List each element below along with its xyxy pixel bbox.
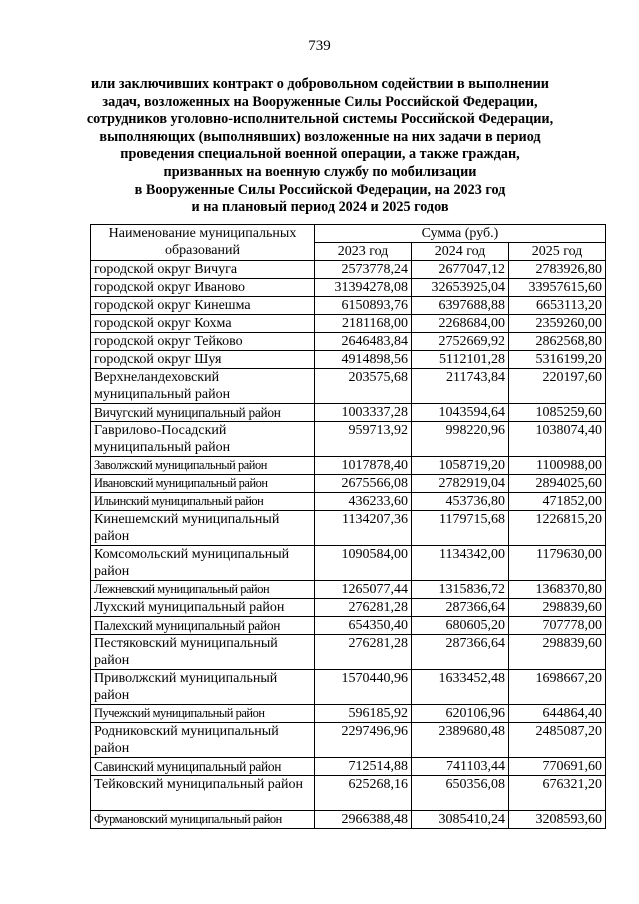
amount-2024-cell: 1315836,72 (412, 581, 509, 599)
municipality-name-cell: Пучежский муниципальный район (91, 705, 315, 723)
amount-2024-cell: 1058719,20 (412, 457, 509, 475)
municipality-name-cell: Пестяковский муниципальный район (91, 635, 315, 670)
municipality-name-cell: Кинешемский муниципальный район (91, 511, 315, 546)
table-row (91, 581, 606, 599)
amount-2025-cell: 471852,00 (509, 493, 606, 511)
table-row (91, 705, 606, 723)
amount-2025-cell: 2862568,80 (509, 333, 606, 351)
amount-2024-cell: 2268684,00 (412, 315, 509, 333)
amount-2023-cell: 276281,28 (315, 599, 412, 617)
municipality-name-cell: Фурмановский муниципальный район (91, 811, 315, 829)
table-row (91, 617, 606, 635)
municipality-name-cell: Ильинский муниципальный район (91, 493, 315, 511)
amount-2025-cell: 1226815,20 (509, 511, 606, 546)
amount-2023-cell: 712514,88 (315, 758, 412, 776)
amount-2025-cell: 33957615,60 (509, 279, 606, 297)
amount-2023-cell: 2181168,00 (315, 315, 412, 333)
table-row (91, 511, 606, 546)
amount-2024-cell: 211743,84 (412, 369, 509, 404)
amount-2025-cell: 2485087,20 (509, 723, 606, 758)
amount-2025-cell: 5316199,20 (509, 351, 606, 369)
table-row (91, 493, 606, 511)
amount-2025-cell: 1368370,80 (509, 581, 606, 599)
table-row (91, 315, 606, 333)
amount-2024-cell: 2752669,92 (412, 333, 509, 351)
table-row (91, 351, 606, 369)
amount-2025-cell: 1038074,40 (509, 422, 606, 457)
amount-2024-cell: 1633452,48 (412, 670, 509, 705)
column-header-2025: 2025 год (509, 243, 606, 261)
table-row (91, 546, 606, 581)
municipality-name-cell: Приволжский муниципальный район (91, 670, 315, 705)
amount-2023-cell: 1090584,00 (315, 546, 412, 581)
amount-2024-cell: 650356,08 (412, 776, 509, 811)
amount-2023-cell: 1570440,96 (315, 670, 412, 705)
municipality-name-cell: городской округ Тейково (91, 333, 315, 351)
amount-2024-cell: 1134342,00 (412, 546, 509, 581)
table-heading (80, 76, 560, 217)
heading-line: сотрудников уголовно-исполнительной системы Российской Федерации, (86, 111, 554, 128)
amount-2023-cell: 959713,92 (315, 422, 412, 457)
table-row (91, 457, 606, 475)
table-row (91, 369, 606, 404)
amount-2023-cell: 2675566,08 (315, 475, 412, 493)
table-row (91, 811, 606, 829)
table-row (91, 404, 606, 422)
column-header-2024: 2024 год (412, 243, 509, 261)
amount-2023-cell: 2966388,48 (315, 811, 412, 829)
heading-line: в Вооруженные Силы Российской Федерации, на 2023 год (134, 181, 506, 198)
amount-2023-cell: 2646483,84 (315, 333, 412, 351)
amount-2024-cell: 741103,44 (412, 758, 509, 776)
table-row (91, 333, 606, 351)
amount-2024-cell: 453736,80 (412, 493, 509, 511)
table-row (91, 279, 606, 297)
municipality-name-cell: Лухский муниципальный район (91, 599, 315, 617)
amount-2023-cell: 2297496,96 (315, 723, 412, 758)
municipality-name-cell: Заволжский муниципальный район (91, 457, 315, 475)
municipality-name-cell: Лежневский муниципальный район (91, 581, 315, 599)
amount-2023-cell: 203575,68 (315, 369, 412, 404)
heading-line: и на плановый период 2024 и 2025 годов (191, 199, 449, 216)
municipality-name-cell: Вичугский муниципальный район (91, 404, 315, 422)
heading-line: выполняющих (выполнявших) возложенные на них задачи в период (99, 128, 541, 145)
amount-2024-cell: 6397688,88 (412, 297, 509, 315)
amount-2024-cell: 2389680,48 (412, 723, 509, 758)
amount-2025-cell: 1698667,20 (509, 670, 606, 705)
municipality-name-cell: городской округ Кохма (91, 315, 315, 333)
amount-2025-cell: 298839,60 (509, 599, 606, 617)
amount-2024-cell: 1179715,68 (412, 511, 509, 546)
amount-2023-cell: 276281,28 (315, 635, 412, 670)
municipality-name-cell: городской округ Вичуга (91, 261, 315, 279)
table-row (91, 776, 606, 811)
table-row (91, 599, 606, 617)
table-row (91, 670, 606, 705)
amount-2024-cell: 287366,64 (412, 599, 509, 617)
amount-2023-cell: 596185,92 (315, 705, 412, 723)
amount-2023-cell: 1017878,40 (315, 457, 412, 475)
amount-2025-cell: 644864,40 (509, 705, 606, 723)
amount-2025-cell: 220197,60 (509, 369, 606, 404)
amount-2025-cell: 1179630,00 (509, 546, 606, 581)
amount-2025-cell: 770691,60 (509, 758, 606, 776)
amount-2024-cell: 680605,20 (412, 617, 509, 635)
municipality-name-cell: Родниковский муниципальный район (91, 723, 315, 758)
amount-2025-cell: 2894025,60 (509, 475, 606, 493)
heading-line: задач, возложенных на Вооруженные Силы Российской Федерации, (102, 93, 538, 110)
heading-line: призванных на военную службу по мобилизации (163, 163, 477, 180)
page-number: 739 (308, 38, 331, 54)
column-header-2023: 2023 год (315, 243, 412, 261)
amount-2024-cell: 2782919,04 (412, 475, 509, 493)
amount-2025-cell: 2783926,80 (509, 261, 606, 279)
table-row (91, 475, 606, 493)
amount-2024-cell: 5112101,28 (412, 351, 509, 369)
municipality-name-cell: Верхнеландеховский муниципальный район (91, 369, 315, 404)
amount-2023-cell: 2573778,24 (315, 261, 412, 279)
table-row (91, 723, 606, 758)
municipality-name-cell: Тейковский муниципальный район (91, 776, 315, 811)
amount-2024-cell: 32653925,04 (412, 279, 509, 297)
municipality-name-cell: городской округ Иваново (91, 279, 315, 297)
column-header-sum: Сумма (руб.) (315, 225, 606, 243)
amount-2023-cell: 6150893,76 (315, 297, 412, 315)
amount-2024-cell: 2677047,12 (412, 261, 509, 279)
table-row (91, 297, 606, 315)
amount-2023-cell: 625268,16 (315, 776, 412, 811)
column-header-name: Наименование муниципальных образований (91, 225, 315, 261)
amount-2023-cell: 1265077,44 (315, 581, 412, 599)
amount-2023-cell: 654350,40 (315, 617, 412, 635)
table-row (91, 422, 606, 457)
allocation-table (90, 224, 606, 829)
municipality-name-cell: Комсомольский муниципальный район (91, 546, 315, 581)
amount-2024-cell: 998220,96 (412, 422, 509, 457)
amount-2023-cell: 1134207,36 (315, 511, 412, 546)
table-row (91, 635, 606, 670)
amount-2025-cell: 3208593,60 (509, 811, 606, 829)
amount-2024-cell: 287366,64 (412, 635, 509, 670)
amount-2025-cell: 298839,60 (509, 635, 606, 670)
amount-2025-cell: 2359260,00 (509, 315, 606, 333)
amount-2025-cell: 6653113,20 (509, 297, 606, 315)
amount-2024-cell: 1043594,64 (412, 404, 509, 422)
municipality-name-cell: городской округ Шуя (91, 351, 315, 369)
amount-2025-cell: 707778,00 (509, 617, 606, 635)
amount-2025-cell: 676321,20 (509, 776, 606, 811)
amount-2025-cell: 1100988,00 (509, 457, 606, 475)
municipality-name-cell: Гаврилово-Посадский муниципальный район (91, 422, 315, 457)
amount-2024-cell: 3085410,24 (412, 811, 509, 829)
municipality-name-cell: Палехский муниципальный район (91, 617, 315, 635)
table-body (91, 261, 606, 829)
amount-2025-cell: 1085259,60 (509, 404, 606, 422)
table-row (91, 261, 606, 279)
amount-2023-cell: 4914898,56 (315, 351, 412, 369)
heading-line: или заключивших контракт о добровольном содействии в выполнении (90, 76, 549, 92)
heading-line: проведения специальной военной операции, а также граждан, (120, 146, 520, 163)
amount-2023-cell: 31394278,08 (315, 279, 412, 297)
municipality-name-cell: городской округ Кинешма (91, 297, 315, 315)
amount-2024-cell: 620106,96 (412, 705, 509, 723)
municipality-name-cell: Ивановский муниципальный район (91, 475, 315, 493)
municipality-name-cell: Савинский муниципальный район (91, 758, 315, 776)
table-row (91, 758, 606, 776)
amount-2023-cell: 436233,60 (315, 493, 412, 511)
amount-2023-cell: 1003337,28 (315, 404, 412, 422)
